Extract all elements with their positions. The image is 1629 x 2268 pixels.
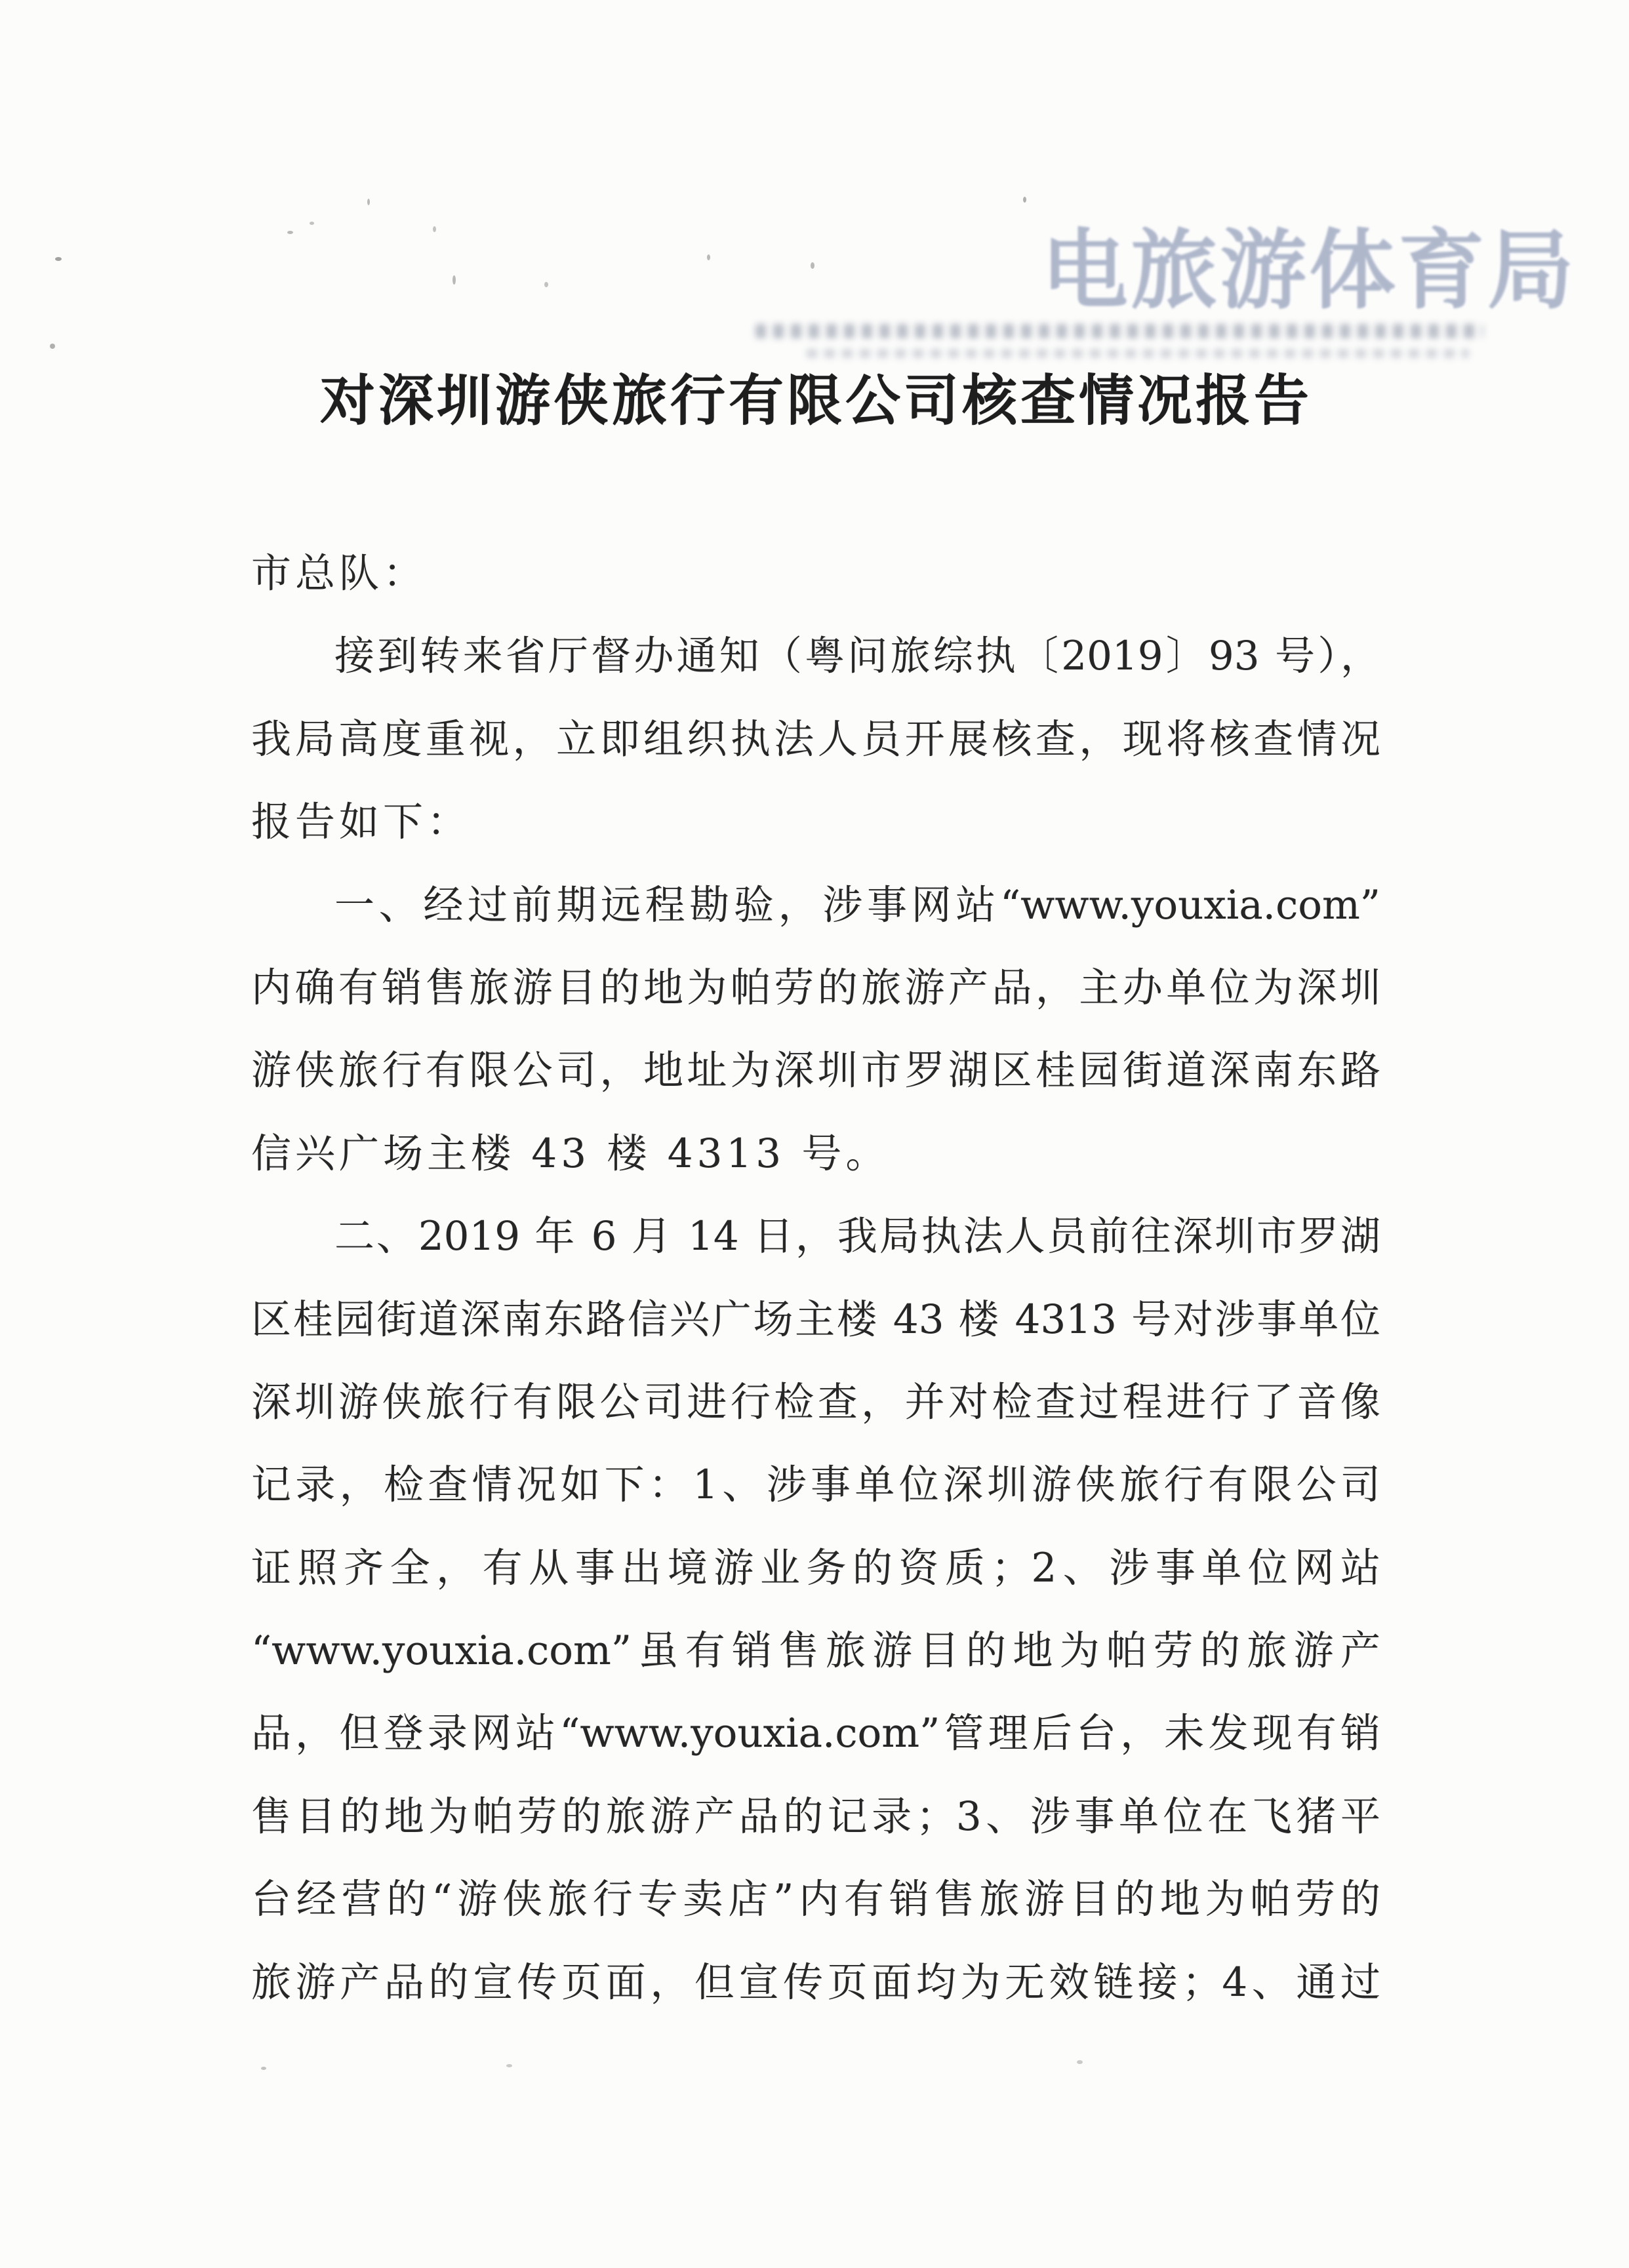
scan-speckle <box>811 262 814 269</box>
letterhead-stamp: 电旅游体育局 <box>1041 220 1577 321</box>
body-line: 深圳游侠旅行有限公司进行检查，并对检查过程进行了音像 <box>251 1378 1380 1425</box>
scan-speckle <box>55 257 62 261</box>
body-line: 区桂园街道深南东路信兴广场主楼 43 楼 4313 号对涉事单位 <box>251 1296 1380 1343</box>
scan-speckle <box>1077 2060 1083 2064</box>
scan-speckle <box>50 344 55 349</box>
scan-speckle <box>261 2067 266 2070</box>
scan-speckle <box>544 282 548 287</box>
scan-speckle <box>287 231 293 234</box>
body-line: 内确有销售旅游目的地为帕劳的旅游产品，主办单位为深圳 <box>251 964 1380 1011</box>
scan-speckle <box>310 222 314 225</box>
body-line: 我局高度重视，立即组织执法人员开展核查，现将核查情况 <box>251 715 1380 763</box>
body-line: 品，但登录网站“www.youxia.com”管理后台，未发现有销 <box>251 1710 1380 1757</box>
body-line: 二、2019 年 6 月 14 日，我局执法人员前往深圳市罗湖 <box>334 1213 1380 1260</box>
scan-speckle <box>1023 197 1026 203</box>
scan-speckle <box>452 275 456 285</box>
body-line: 信兴广场主楼 43 楼 4313 号。 <box>251 1130 890 1177</box>
document-title: 对深圳游侠旅行有限公司核查情况报告 <box>319 368 1312 433</box>
scan-speckle <box>506 2064 512 2067</box>
body-line: 旅游产品的宣传页面，但宣传页面均为无效链接；4、通过 <box>251 1959 1380 2006</box>
body-line: 报告如下： <box>251 799 472 846</box>
scan-speckle <box>433 226 436 232</box>
body-line: 市总队： <box>251 550 428 597</box>
body-line: “www.youxia.com”虽有销售旅游目的地为帕劳的旅游产 <box>251 1627 1380 1675</box>
body-line: 证照齐全，有从事出境游业务的资质；2、涉事单位网站 <box>251 1544 1380 1591</box>
body-line: 台经营的“游侠旅行专卖店”内有销售旅游目的地为帕劳的 <box>251 1876 1380 1923</box>
scan-speckle <box>367 199 370 205</box>
letterhead-smudge-line <box>755 324 1483 338</box>
body-line: 售目的地为帕劳的旅游产品的记录；3、涉事单位在飞猪平 <box>251 1793 1380 1840</box>
body-line: 记录，检查情况如下：1、涉事单位深圳游侠旅行有限公司 <box>251 1462 1380 1509</box>
body-line: 接到转来省厅督办通知（粤问旅综执〔2019〕93 号）， <box>334 633 1380 680</box>
body-line: 游侠旅行有限公司，地址为深圳市罗湖区桂园街道深南东路 <box>251 1047 1380 1094</box>
scan-speckle <box>707 254 710 260</box>
document-body <box>251 532 1380 2024</box>
body-line: 一、经过前期远程勘验，涉事网站“www.youxia.com” <box>334 881 1380 928</box>
